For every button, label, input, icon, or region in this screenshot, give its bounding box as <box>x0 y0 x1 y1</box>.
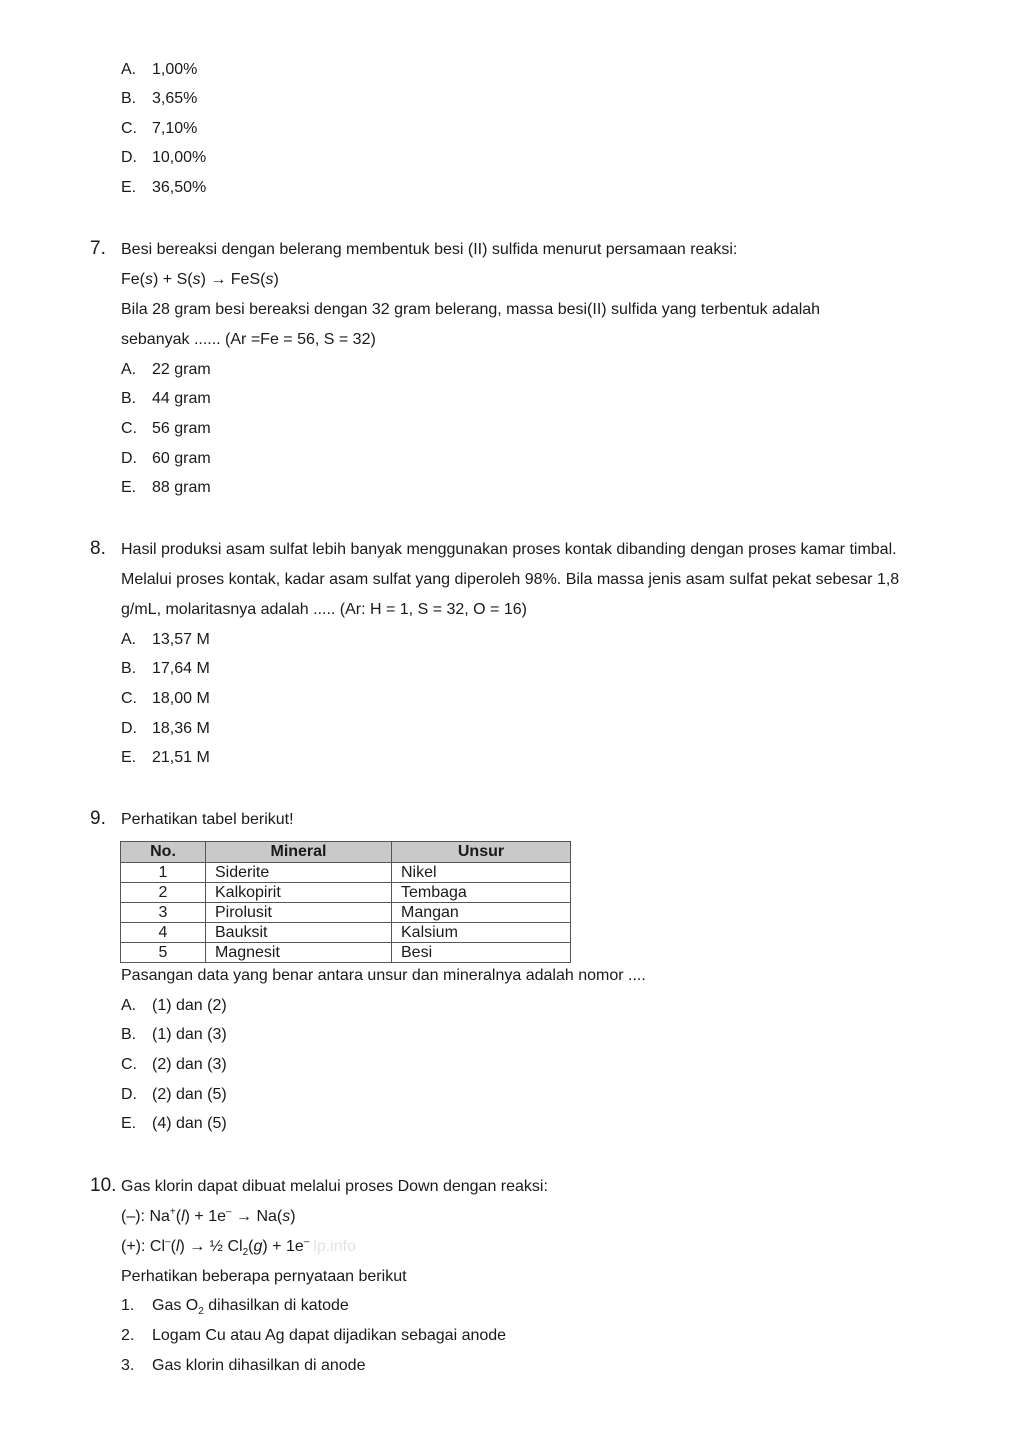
cathode-reaction: (–): Na+(l) + 1e– → Na(s) <box>121 1206 296 1225</box>
question-text: Perhatikan tabel berikut! <box>121 811 294 828</box>
option-d: D. (2) dan (5) <box>121 1086 227 1103</box>
option-c: C. 7,10% <box>121 120 198 137</box>
option-a: A. 22 gram <box>121 361 211 378</box>
watermark: lp.info <box>313 1238 356 1255</box>
option-c: C. 18,00 M <box>121 690 210 707</box>
question-number: 7. <box>90 238 106 259</box>
option-e: E. 36,50% <box>121 179 207 196</box>
column-header: Unsur <box>392 842 571 863</box>
column-header: Mineral <box>206 842 392 863</box>
option-e: E. 88 gram <box>121 479 211 496</box>
option-a: A. 1,00% <box>121 61 198 78</box>
table-cell: 3 <box>121 903 206 923</box>
option-c: C. (2) dan (3) <box>121 1056 227 1073</box>
table-cell: Magnesit <box>206 943 392 963</box>
option-d: D. 60 gram <box>121 450 211 467</box>
statement-1: 1. Gas $O_2$ dihasilkan di katode <box>121 1297 349 1318</box>
table-cell: Siderite <box>206 863 392 883</box>
table-cell: 5 <box>121 943 206 963</box>
table-cell: Bauksit <box>206 923 392 943</box>
question-text: Pasangan data yang benar antara unsur dan mineralnya adalah nomor .... <box>121 967 646 984</box>
table-row <box>121 943 571 963</box>
statement-2: 2. Logam Cu atau Ag dapat dijadikan sebagai anode <box>121 1327 507 1344</box>
reaction-equation: Fe(s) + S(s) → FeS(s) <box>121 271 279 288</box>
option-c: C. 56 gram <box>121 420 211 437</box>
option-b: B. 44 gram <box>121 390 211 407</box>
option-a: A. 13,57 M <box>121 631 210 648</box>
option-b: B. (1) dan (3) <box>121 1026 227 1043</box>
option-b: B. 17,64 M <box>121 660 210 677</box>
option-e: E. 21,51 M <box>121 749 210 766</box>
table-cell: Pirolusit <box>206 903 392 923</box>
question-number: 9. <box>90 808 106 829</box>
table-header-row <box>121 842 571 863</box>
option-d: D. 18,36 M <box>121 720 210 737</box>
question-text: sebanyak ...... (Ar =Fe = 56, S = 32) <box>121 331 376 348</box>
option-a: A. (1) dan (2) <box>121 997 227 1014</box>
statement-3: 3. Gas klorin dihasilkan di anode <box>121 1357 366 1374</box>
question-text: Bila 28 gram besi bereaksi dengan 32 gram belerang, massa besi(II) sulfida yang terbentuk adalah <box>121 301 821 318</box>
table-cell: 4 <box>121 923 206 943</box>
question-number: 8. <box>90 538 106 559</box>
question-text: Perhatikan beberapa pernyataan berikut <box>121 1268 407 1285</box>
table-row <box>121 863 571 883</box>
question-number: 10. <box>90 1175 117 1196</box>
anode-reaction: (+): Cl–(l) → ½ $Cl_2(g) + 1e^-$ lp.info <box>121 1236 356 1259</box>
table-cell: Kalsium <box>392 923 571 943</box>
option-d: D. 10,00% <box>121 149 207 166</box>
table-row <box>121 903 571 923</box>
table-cell: Nikel <box>392 863 571 883</box>
question-text: g/mL, molaritasnya adalah ..... (Ar: H = 1, S = 32, O = 16) <box>121 601 527 618</box>
table-cell: Mangan <box>392 903 571 923</box>
option-e: E. (4) dan (5) <box>121 1115 227 1132</box>
option-b: B. 3,65% <box>121 90 198 107</box>
mineral-table <box>120 841 571 963</box>
column-header: No. <box>121 842 206 863</box>
question-text: Gas klorin dapat dibuat melalui proses Down dengan reaksi: <box>121 1178 548 1195</box>
table-cell: Kalkopirit <box>206 883 392 903</box>
question-text: Melalui proses kontak, kadar asam sulfat yang diperoleh 98%. Bila massa jenis asam sulfat pekat sebesar 1,8 <box>121 571 900 588</box>
table-cell: 1 <box>121 863 206 883</box>
question-text: Besi bereaksi dengan belerang membentuk besi (II) sulfida menurut persamaan reaksi: <box>121 241 738 258</box>
table-row <box>121 883 571 903</box>
table-cell: Besi <box>392 943 571 963</box>
table-cell: 2 <box>121 883 206 903</box>
table-row <box>121 923 571 943</box>
question-text: Hasil produksi asam sulfat lebih banyak menggunakan proses kontak dibanding dengan proses kamar timbal. <box>121 541 897 558</box>
table-cell: Tembaga <box>392 883 571 903</box>
